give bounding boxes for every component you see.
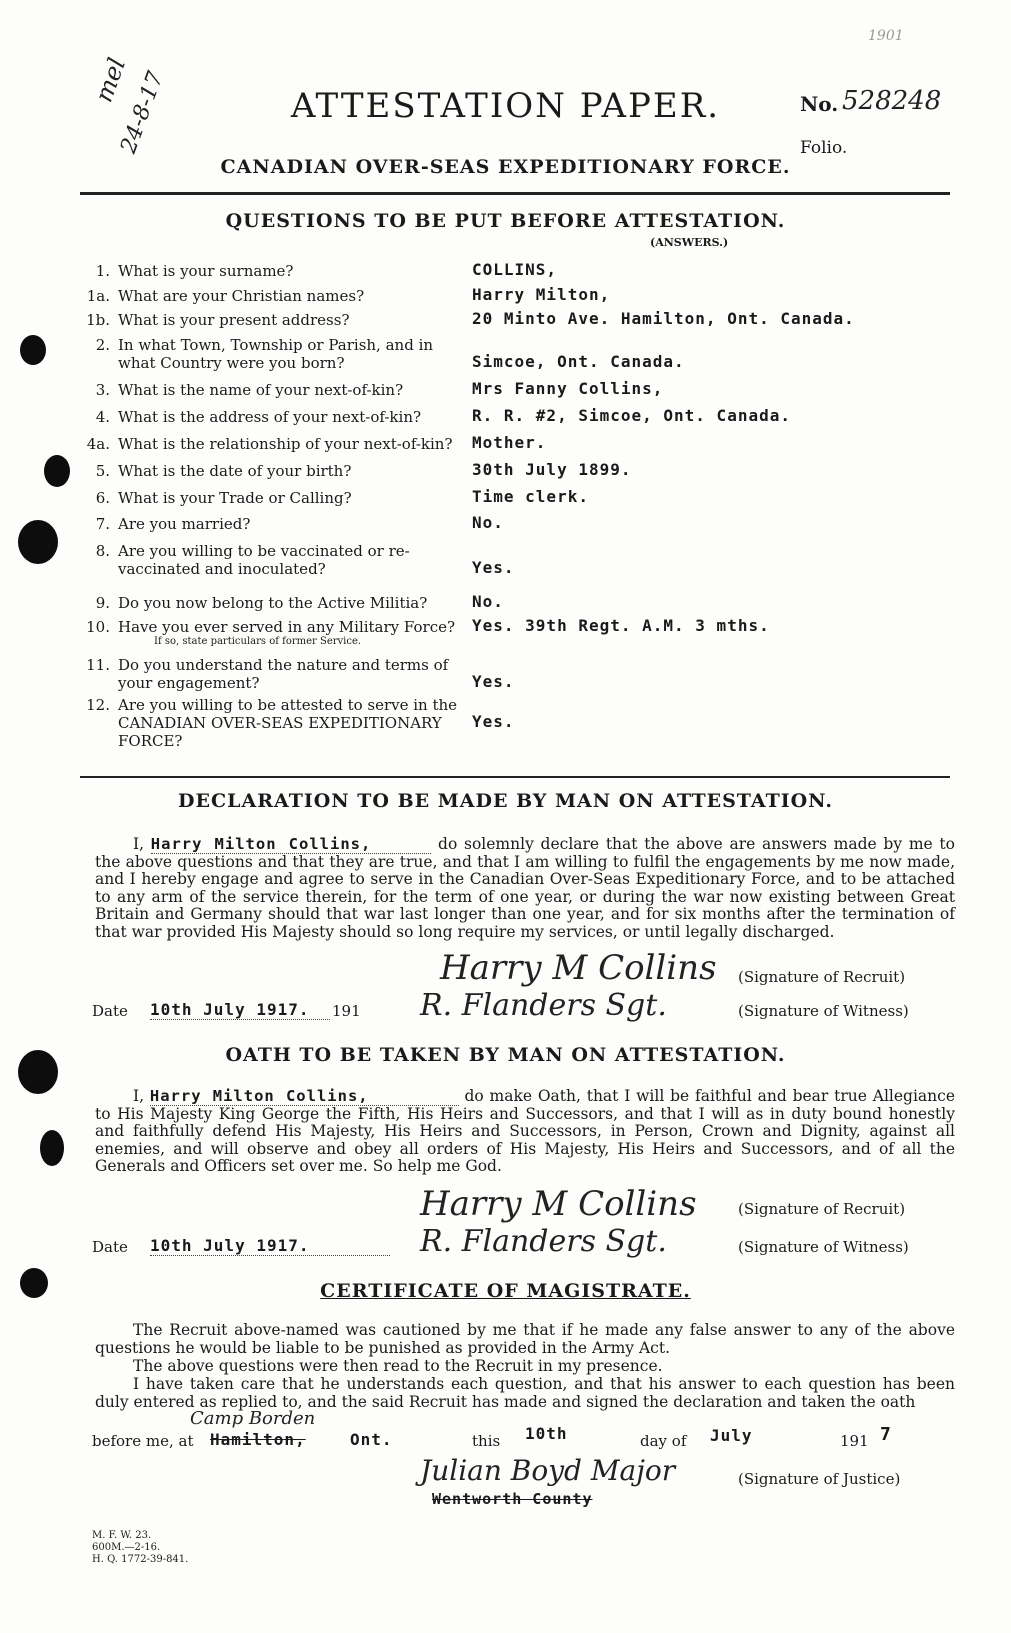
question-number: 8.	[95, 542, 110, 560]
question-text: Are you married?	[118, 515, 251, 533]
question-row	[84, 311, 474, 329]
question-row	[84, 618, 474, 648]
number-label: No.	[800, 92, 839, 116]
document-subtitle: CANADIAN OVER-SEAS EXPEDITIONARY FORCE.	[220, 156, 791, 178]
question-text-cont: what Country were you born?	[118, 354, 345, 372]
recruit-signature: Harry M Collins	[440, 948, 717, 988]
certificate-p3-text: I have taken care that he understands each question, and that his answer to each question has been duly entered as replied to, and the said Recruit has made and signed the declaration and taken the oath	[95, 1375, 955, 1411]
question-text: What is the relationship of your next-of-kin?	[118, 435, 453, 453]
answer: Mother.	[472, 433, 547, 452]
declaration-heading: DECLARATION TO BE MADE BY MAN ON ATTESTATION.	[178, 790, 833, 812]
question-row	[84, 594, 474, 612]
answer: Harry Milton,	[472, 285, 611, 304]
question-text: What is the date of your birth?	[118, 462, 352, 480]
oath-i: I,	[133, 1087, 145, 1105]
document-title: ATTESTATION PAPER.	[290, 86, 721, 126]
corner-mark: 1901	[868, 28, 904, 44]
binder-hole	[44, 455, 70, 487]
question-number: 9.	[95, 594, 110, 612]
question-text: What is the address of your next-of-kin?	[118, 408, 422, 426]
certificate-p2	[95, 1358, 955, 1376]
declaration-i: I,	[133, 835, 145, 853]
before-me-label: before me, at	[92, 1432, 194, 1450]
question-text: In what Town, Township or Parish, and in	[118, 336, 434, 354]
recruit-signature: Harry M Collins	[420, 1184, 697, 1224]
oath-name: Harry Milton Collins,	[150, 1087, 459, 1106]
certificate-p2-text: The above questions were then read to the Recruit in my presence.	[133, 1357, 663, 1375]
question-text-cont: CANADIAN OVER-SEAS EXPEDITIONARY FORCE?	[118, 714, 442, 750]
justice-signature-label: (Signature of Justice)	[738, 1470, 901, 1488]
question-number: 6.	[95, 489, 110, 507]
question-text-cont: If so, state particulars of former Service.	[154, 636, 362, 647]
place-handwritten: Camp Borden	[190, 1408, 316, 1429]
date-label: Date	[92, 1238, 128, 1256]
question-row	[84, 656, 474, 692]
county-struck: Wentworth County	[432, 1490, 593, 1508]
question-row	[84, 462, 474, 480]
questions-heading: QUESTIONS TO BE PUT BEFORE ATTESTATION.	[225, 210, 786, 232]
question-row	[84, 515, 474, 533]
question-text: What is your surname?	[118, 262, 294, 280]
certificate-p1-text: The Recruit above-named was cautioned by me that if he made any false answer to any of the above questions he would be liable to be punished as provided in the Army Act.	[95, 1321, 955, 1357]
certificate-heading: CERTIFICATE OF MAGISTRATE.	[320, 1280, 691, 1302]
question-text: Are you willing to be attested to serve in the	[118, 696, 458, 714]
question-text: Do you now belong to the Active Militia?	[118, 594, 428, 612]
question-row	[84, 435, 474, 453]
certificate-p1	[95, 1322, 955, 1357]
question-text: Do you understand the nature and terms of	[118, 656, 449, 674]
question-number: 12.	[86, 696, 110, 714]
question-text: What are your Christian names?	[118, 287, 365, 305]
oath-date: 10th July 1917.	[150, 1236, 390, 1256]
question-text: What is your Trade or Calling?	[118, 489, 352, 507]
folio-label: Folio.	[800, 138, 848, 158]
answer: Yes. 39th Regt. A.M. 3 mths.	[472, 616, 770, 635]
question-number: 10.	[86, 618, 110, 636]
certificate-p3	[95, 1376, 955, 1411]
answer: 20 Minto Ave. Hamilton, Ont. Canada.	[472, 309, 855, 328]
recruit-signature-label: (Signature of Recruit)	[738, 1200, 906, 1218]
question-number: 11.	[86, 656, 110, 674]
witness-signature-label: (Signature of Witness)	[738, 1238, 909, 1256]
declaration-body: do solemnly declare that the above are answers made by me to the above questions and that they are true, and that I am willing to fulfil the engagements by me now made, and I hereby engage and agree to serve in the Canadian Over-Seas Expeditionary Force, and to be attached to any arm of the service therein, for the term of one year, or during the war now existing between Great Britain and Germany should that war last longer than one year, and for six months after the termination of that war provided His Majesty should so long require my services, or until legally discharged.	[95, 835, 955, 941]
answer: Mrs Fanny Collins,	[472, 379, 664, 398]
margin-note-date: 24-8-17	[116, 68, 169, 157]
day-of-label: day of	[640, 1432, 687, 1450]
answer: No.	[472, 592, 504, 611]
year-prefix: 191	[840, 1432, 869, 1450]
question-text-cont: vaccinated and inoculated?	[118, 560, 326, 578]
question-text: What is the name of your next-of-kin?	[118, 381, 404, 399]
declaration-text	[95, 836, 955, 941]
binder-hole	[18, 520, 58, 564]
witness-signature-label: (Signature of Witness)	[738, 1002, 909, 1020]
answers-label: (ANSWERS.)	[650, 236, 729, 249]
question-number: 5.	[95, 462, 110, 480]
answer: R. R. #2, Simcoe, Ont. Canada.	[472, 406, 791, 425]
this-label: this	[472, 1432, 501, 1450]
declaration-name: Harry Milton Collins,	[151, 835, 432, 854]
question-row	[84, 489, 474, 507]
binder-hole	[20, 335, 46, 365]
oath-heading: OATH TO BE TAKEN BY MAN ON ATTESTATION.	[225, 1044, 786, 1066]
witness-signature: R. Flanders Sgt.	[420, 1224, 667, 1259]
question-number: 2.	[95, 336, 110, 354]
question-number: 1b.	[86, 311, 110, 329]
question-row	[84, 542, 474, 578]
oath-text	[95, 1088, 955, 1176]
question-row	[84, 381, 474, 399]
question-row	[84, 408, 474, 426]
answer: 30th July 1899.	[472, 460, 632, 479]
place-struck: Hamilton,	[210, 1430, 306, 1449]
form-code-line: 600M.—2-16.	[92, 1542, 161, 1553]
witness-signature: R. Flanders Sgt.	[420, 988, 667, 1023]
form-code-line: M. F. W. 23.	[92, 1530, 152, 1541]
question-number: 3.	[95, 381, 110, 399]
declaration-date: 10th July 1917.	[150, 1000, 330, 1020]
question-number: 1a.	[86, 287, 110, 305]
question-text: Are you willing to be vaccinated or re-	[118, 542, 410, 560]
divider	[80, 776, 950, 778]
question-number: 4a.	[86, 435, 110, 453]
question-number: 7.	[95, 515, 110, 533]
question-text-cont: your engagement?	[118, 674, 260, 692]
question-number: 4.	[95, 408, 110, 426]
question-text: Have you ever served in any Military Force?	[118, 618, 456, 636]
answer: COLLINS,	[472, 260, 558, 279]
binder-hole	[40, 1130, 64, 1166]
answer: Yes.	[472, 558, 515, 577]
answer: Yes.	[472, 672, 515, 691]
justice-signature: Julian Boyd Major	[420, 1454, 676, 1487]
regimental-number: 528248	[842, 86, 942, 116]
question-row	[84, 287, 474, 305]
oath-body: do make Oath, that I will be faithful and bear true Allegiance to His Majesty King George the Fifth, His Heirs and Successors, and that I will as in duty bound honestly and faithfully defend His Majesty, His Heirs and Successors, in Person, Crown and Dignity, against all enemies, and will observe and obey all orders of His Majesty, His Heirs and Successors, and of all the Generals and Officers set over me. So help me God.	[95, 1087, 955, 1175]
day-value: 10th	[525, 1424, 568, 1443]
form-code	[92, 1530, 188, 1566]
question-row	[84, 336, 474, 372]
margin-note: mel	[89, 54, 132, 106]
divider	[80, 192, 950, 195]
answer: Simcoe, Ont. Canada.	[472, 352, 685, 371]
answer: No.	[472, 513, 504, 532]
answer: Time clerk.	[472, 487, 589, 506]
form-code-line: H. Q. 1772-39-841.	[92, 1554, 189, 1565]
province: Ont.	[350, 1430, 393, 1449]
question-row	[84, 262, 474, 280]
question-text: What is your present address?	[118, 311, 350, 329]
recruit-signature-label: (Signature of Recruit)	[738, 968, 906, 986]
year-value: 7	[880, 1424, 892, 1445]
date-label: Date	[92, 1002, 128, 1020]
answer: Yes.	[472, 712, 515, 731]
question-number: 1.	[95, 262, 110, 280]
month-value: July	[710, 1426, 753, 1445]
year-prefix: 191	[332, 1002, 361, 1020]
question-row	[84, 696, 474, 750]
